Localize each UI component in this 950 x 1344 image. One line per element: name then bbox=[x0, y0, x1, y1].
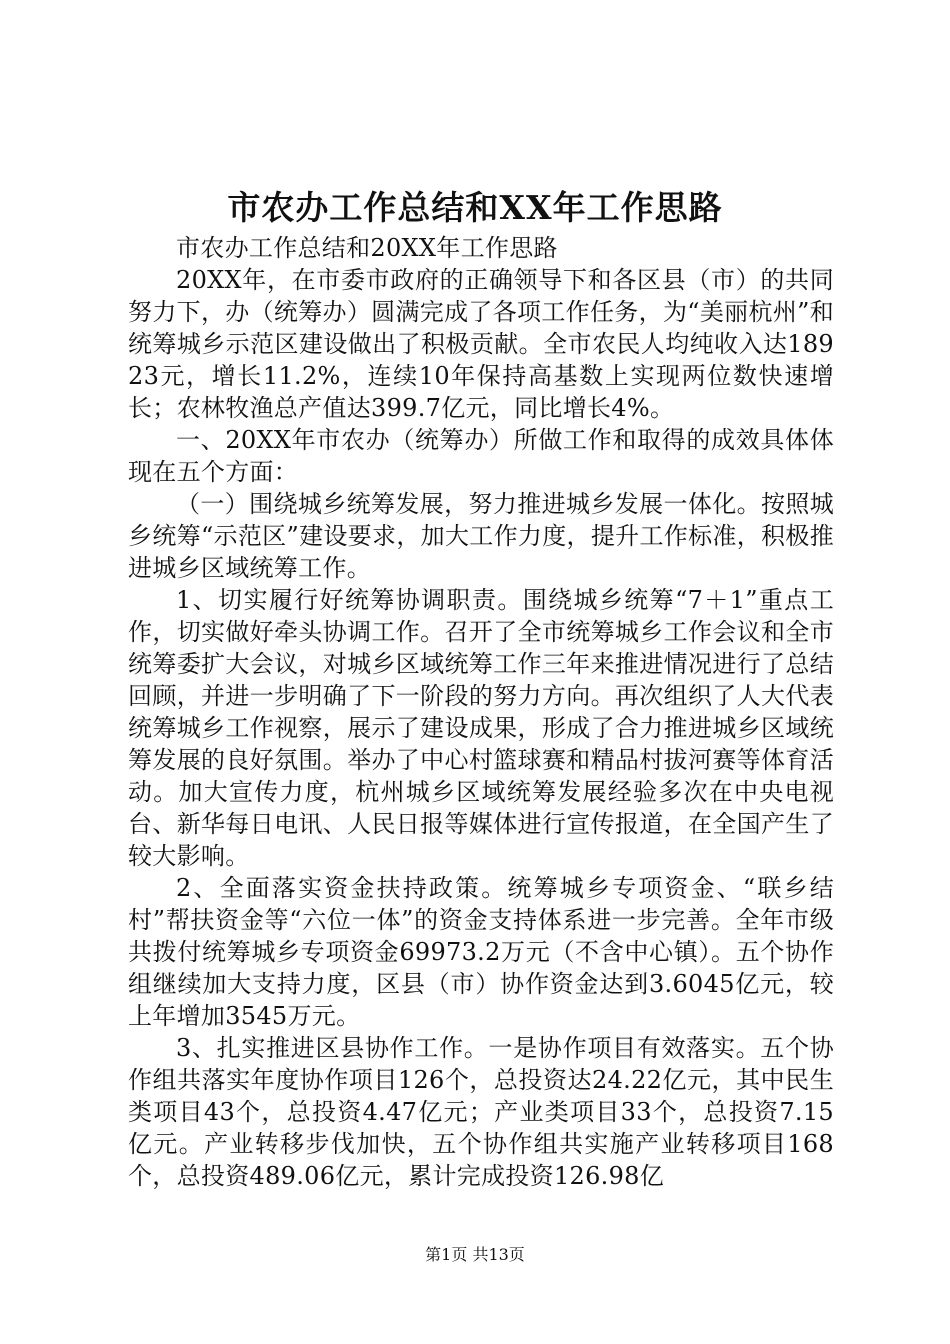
paragraph-item-3: 3、扎实推进区县协作工作。一是协作项目有效落实。五个协作组共落实年度协作项目126个，总投资达24.22亿元，其中民生类项目43个，总投资4.47亿元；产业类项目33个，总投资7.15亿元。产业转移步伐加快，五个协作组共实施产业转移项目168个，总投资489.06亿元，累计完成投资126.98亿 bbox=[128, 1034, 834, 1190]
document-title: 市农办工作总结和XX年工作思路 bbox=[227, 188, 723, 227]
paragraph-subsection-1: （一）围绕城乡统筹发展，努力推进城乡发展一体化。按照城乡统筹“示范区”建设要求，加大工作力度，提升工作标准，积极推进城乡区域统筹工作。 bbox=[128, 490, 834, 582]
paragraph-item-2: 2、全面落实资金扶持政策。统筹城乡专项资金、“联乡结村”帮扶资金等“六位一体”的资金支持体系进一步完善。全年市级共拨付统筹城乡专项资金69973.2万元（不含中心镇）。五个协作组继续加大支持力度，区县（市）协作资金达到3.6045亿元，较上年增加3545万元。 bbox=[128, 874, 835, 1030]
page-footer: 第1页 共13页 bbox=[425, 1245, 525, 1264]
paragraph-subtitle: 市农办工作总结和20XX年工作思路 bbox=[176, 234, 558, 262]
paragraph-section-heading: 一、20XX年市农办（统筹办）所做工作和取得的成效具体体现在五个方面： bbox=[128, 426, 834, 486]
paragraph-item-1: 1、切实履行好统筹协调职责。围绕城乡统筹“7＋1”重点工作，切实做好牵头协调工作。召开了全市统筹城乡工作会议和全市统筹委扩大会议，对城乡区域统筹工作三年来推进情况进行了总结回顾，并进一步明确了下一阶段的努力方向。再次组织了人大代表统筹城乡工作视察，展示了建设成果，形成了合力推进城乡区域统筹发展的良好氛围。举办了中心村篮球赛和精品村拔河赛等体育活动。加大宣传力度，杭州城乡区域统筹发展经验多次在中央电视台、新华每日电讯、人民日报等媒体进行宣传报道，在全国产生了较大影响。 bbox=[128, 586, 834, 870]
paragraph-intro: 20XX年，在市委市政府的正确领导下和各区县（市）的共同努力下，办（统筹办）圆满完成了各项工作任务，为“美丽杭州”和统筹城乡示范区建设做出了积极贡献。全市农民人均纯收入达18923元，增长11.2%，连续10年保持高基数上实现两位数快速增长；农林牧渔总产值达399.7亿元，同比增长4%。 bbox=[128, 266, 834, 422]
document-body bbox=[128, 232, 834, 1192]
